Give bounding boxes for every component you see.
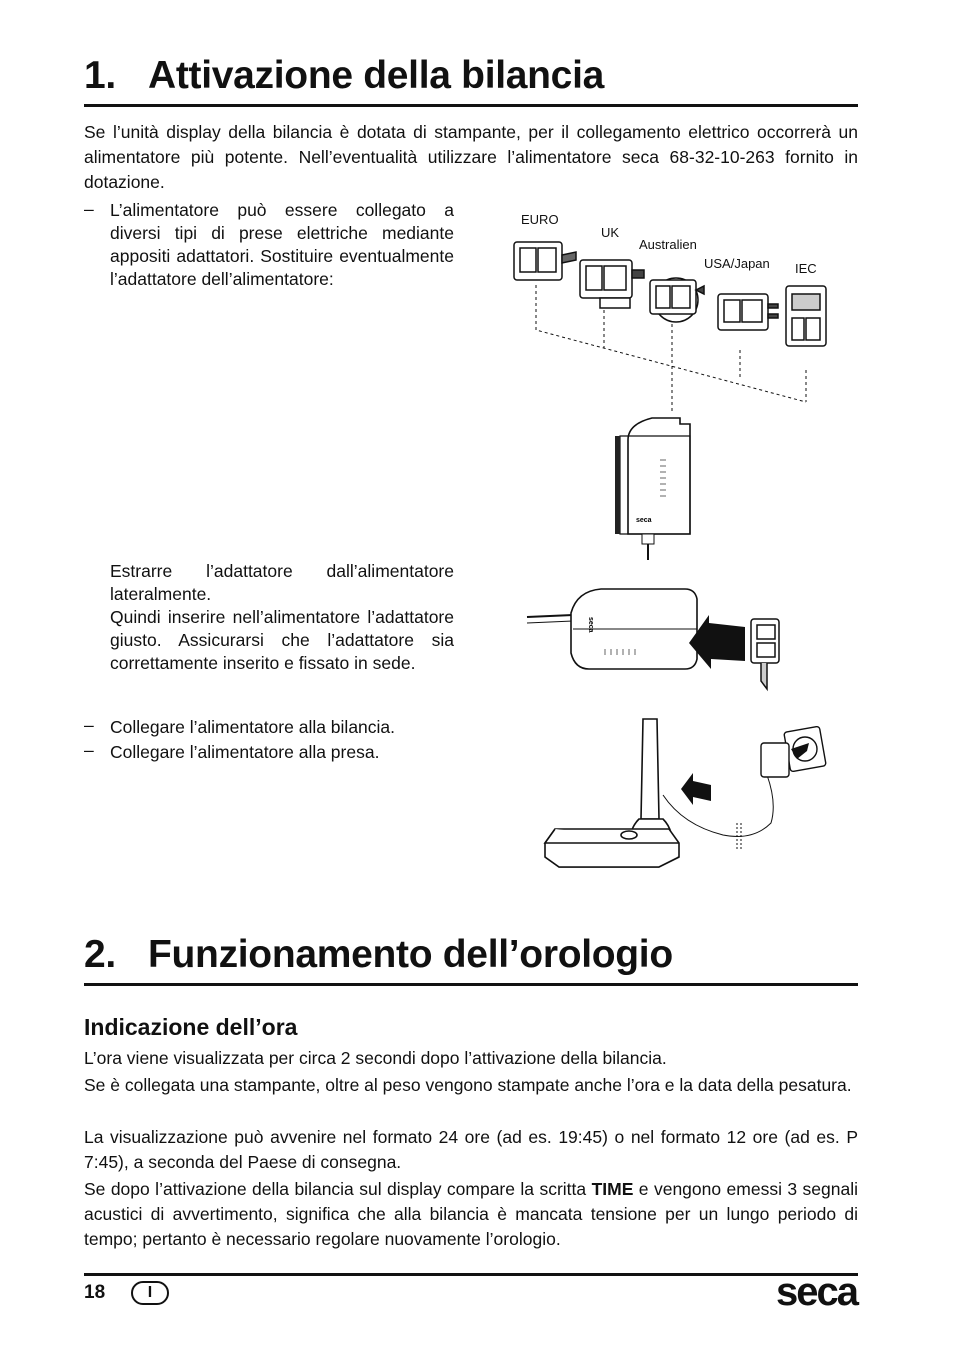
clock-para-2: Se è collegata una stampante, oltre al peso vengono stampate anche l’ora e la data della pesatura. <box>84 1075 852 1095</box>
power-supply <box>615 418 690 560</box>
power-supply <box>571 589 697 669</box>
bullet-dash: – <box>84 740 94 760</box>
adapter-removal-illustration <box>525 585 785 695</box>
section1-heading <box>84 54 604 98</box>
australian-adapter-icon <box>650 278 704 322</box>
adapter-label-iec: IEC <box>795 261 817 276</box>
clock-para-3: La visualizzazione può avvenire nel formato 24 ore (ad es. 19:45) o nel formato 12 ore (ad es. P 7:45), a seconda del Paese di consegna. <box>84 1127 858 1172</box>
iec-adapter-icon <box>786 286 826 346</box>
power-supply <box>761 743 789 777</box>
scale-connection-illustration <box>525 715 830 895</box>
insert-text: Quindi inserire nell’alimentatore l’adattatore giusto. Assicurarsi che l’adattatore sia correttamente inserito e fissato in sede. <box>110 607 454 673</box>
connect-scale-bullet: Collegare l’alimentatore alla bilancia. <box>110 717 396 737</box>
language-badge: I <box>131 1281 169 1305</box>
adapter-label-usa-japan: USA/Japan <box>704 256 770 271</box>
extract-text: Estrarre l’adattatore dall’alimentatore lateralmente. <box>110 561 454 604</box>
clock-para-4 <box>84 1177 858 1252</box>
usa-japan-adapter-icon <box>718 294 778 330</box>
adapter-label-uk: UK <box>601 225 620 240</box>
page-number: 18 <box>84 1282 106 1303</box>
section2-title: Funzionamento dell’orologio <box>148 933 673 976</box>
adapters-illustration <box>500 200 860 560</box>
arrow-left-icon <box>681 773 711 805</box>
clock-para-1: L’ora viene visualizzata per circa 2 secondi dopo l’attivazione della bilancia. <box>84 1048 667 1068</box>
power-supply-brand: seca <box>587 617 594 633</box>
clock-para-4-start: Se dopo l’attivazione della bilancia sul display compare la scritta <box>84 1179 592 1199</box>
seca-logo: seca <box>776 1270 857 1314</box>
section1-title: Attivazione della bilancia <box>148 54 604 97</box>
footer-rule <box>84 1273 858 1276</box>
time-keyword: TIME <box>591 1179 634 1199</box>
connect-socket-bullet: Collegare l’alimentatore alla presa. <box>110 742 380 762</box>
section1-intro: Se l’unità display della bilancia è dotata di stampante, per il collegamento elettrico occorrerà un alimentatore più potente. Nell’eventualità utilizzare l’alimentatore seca 68-32-10-263 fornito in dotazione. <box>84 122 858 192</box>
subsection-title: Indicazione dell’ora <box>84 1014 298 1040</box>
section1-number: 1. <box>84 54 116 97</box>
section1-rule <box>84 104 858 107</box>
euro-adapter-icon <box>514 242 576 280</box>
section2-rule <box>84 983 858 986</box>
bullet-dash: – <box>84 199 94 219</box>
section2-heading <box>84 933 673 977</box>
clock-para-4-end: e vengono emessi 3 segnali acustici di avvertimento, significa che alla bilancia è mancata tensione per un lungo periodo di tempo; pertanto è necessario regolare nuovamente l’orologio. <box>84 1179 858 1249</box>
bullet-dash: – <box>84 715 94 735</box>
section2-number: 2. <box>84 933 116 976</box>
adapter-label-euro: EURO <box>521 212 559 227</box>
adapter-label-australien: Australien <box>639 237 697 252</box>
uk-adapter-icon <box>580 260 644 308</box>
adapter-icon <box>751 619 779 689</box>
adapter-bullet: L’alimentatore può essere collegato a diversi tipi di prese elettriche mediante appositi adattatori. Sostituire eventualmente l’adattatore dell’alimentatore: <box>110 200 454 289</box>
scale-illustration <box>545 719 679 867</box>
power-supply-brand: seca <box>636 517 652 524</box>
